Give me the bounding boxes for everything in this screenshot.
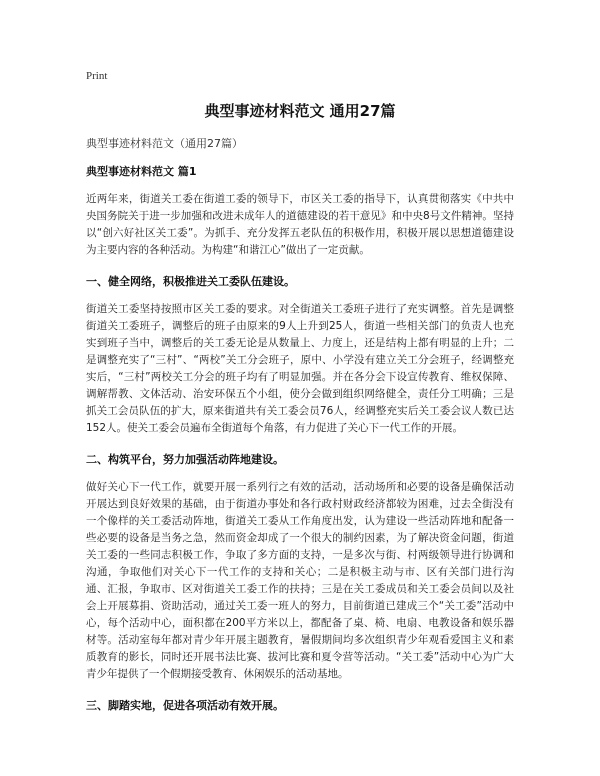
print-link[interactable]: Print	[86, 70, 108, 82]
document-title: 典型事迹材料范文 通用27篇	[204, 102, 396, 120]
section-heading-2: 二、构筑平台，努力加强活动阵地建设。	[86, 453, 284, 466]
article-heading: 典型事迹材料范文 篇1	[86, 165, 197, 178]
section-heading-1: 一、健全网络，积极推进关工委队伍建设。	[86, 275, 295, 288]
section-heading-3: 三、脚踏实地，促进各项活动有效开展。	[86, 699, 284, 712]
intro-paragraph: 近两年来，街道关工委在街道工委的领导下，市区关工委的指导下，认真贯彻落实《中共中央国务院关于进一步加强和改进未成年人的道德建设的若干意见》和中央8号文件精神。坚持以“创六好社区关工委”。为抓手、充分发挥五老队伍的积极作用，积极开展以思想道德建设为主要内容的各种活动。为构建“和谐江心”做出了一定贡献。	[86, 193, 514, 256]
section-body-1: 街道关工委坚持按照市区关工委的要求。对全街道关工委班子进行了充实调整。首先是调整街道关工委班子，调整后的班子由原来的9人上升到25人，街道一些相关部门的负责人也充实到班子当中，调整后的关工委无论是从数量上、力度上，还是结构上都有明显的上升；二是调整充实了“三村”、“两校”关工分会班子，原中、小学没有建立关工分会班子，经调整充实后，“三村”两校关工分会的班子均有了明显加强。并在各分会下设宣传教育、维权保障、调解帮教、文体活动、治安环保五个小组，使分会做到组织网络健全，责任分工明确；三是抓关工会员队伍的扩大，原来街道共有关工委会员76人，经调整充实后关工委会议人数已达152人。使关工委会员遍布全街道每个角落，有力促进了关心下一代工作的开展。	[86, 303, 514, 434]
section-body-2: 做好关心下一代工作，就要开展一系列行之有效的活动，活动场所和必要的设备是确保活动开展达到良好效果的基础，由于街道办事处和各行政村财政经济都较为困难，过去全街没有一个像样的关工委活动阵地，街道关工委从工作角度出发，认为建设一些活动阵地和配备一些必要的设备是当务之急，然而资金却成了一个很大的制约因素，为了解决资金问题，街道关工委的一些同志积极工作，争取了多方面的支持，一是多次与街、村两级领导进行协调和沟通，争取他们对关心下一代工作的支持和关心；二是积极主动与市、区有关部门进行沟通、汇报，争取市、区对街道关工委工作的扶持；三是在关工委成员和关工委会员间以及社会上开展募捐、资助活动，通过关工委一班人的努力，目前街道已建成三个“关工委”活动中心，每个活动中心，面积都在200平方米以上，都配备了桌、椅、电扇、电教设备和娱乐器材等。活动室每年都对青少年开展主题教育，暑假期间均多次组织青少年观看爱国主义和素质教育的影长，同时还开展书法比赛、拔河比赛和夏令营等活动。“关工委”活动中心为广大青少年提供了一个假期接受教育、休闲娱乐的活动基地。	[86, 481, 514, 680]
document-subtitle: 典型事迹材料范文（通用27篇）	[86, 137, 243, 150]
